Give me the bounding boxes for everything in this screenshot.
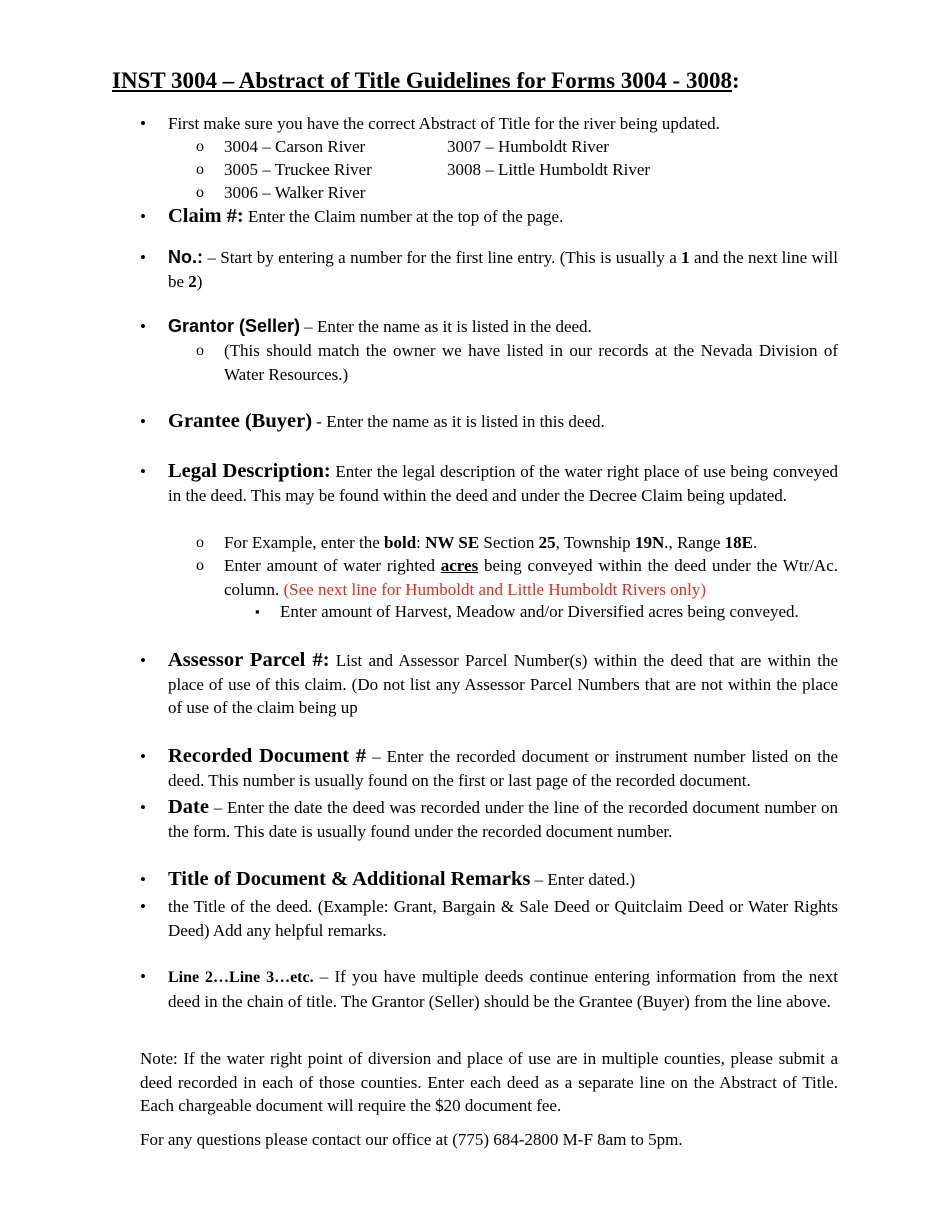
example-text-6: . [753, 533, 758, 552]
date-label: Date [168, 796, 209, 818]
assessor-text: List and Assessor Parcel Number(s) within the deed that are within the place of use of this claim. (Do not list any Assessor Parcel Numbers that are not within the place of use of the claim being up [168, 651, 838, 717]
harvest-text: Enter amount of Harvest, Meadow and/or Diversified acres being conveyed. [280, 602, 799, 621]
number-one: 1 [681, 248, 690, 267]
titledoc-text: – Enter dated.) [530, 870, 636, 889]
number-text-3: ) [196, 271, 203, 291]
titledoc-item [140, 868, 838, 892]
bullet-glyph: • [140, 747, 146, 766]
river-3005: 3005 – Truckee River [224, 160, 372, 179]
legal-item [140, 460, 838, 507]
example-range: 18E [724, 533, 753, 552]
circle-glyph: o [196, 161, 204, 178]
recorded-text: – Enter the recorded document or instrument number listed on the deed. This number is usually found on the first or last page of the recorded document. [168, 747, 838, 790]
example-text-5: ., Range [664, 533, 725, 552]
number-text-1: – Start by entering a number for the first line entry. (This is usually a [203, 248, 682, 267]
river-row-2 [196, 158, 838, 182]
recorded-item [140, 745, 838, 792]
bullet-glyph: • [140, 967, 146, 986]
acres-text-2: being conveyed within the deed under the Wtr/Ac. column. [224, 556, 838, 599]
bullet-glyph: • [140, 870, 146, 889]
claim-text: Enter the Claim number at the top of the page. [243, 207, 564, 226]
square-glyph: ▪ [255, 604, 260, 619]
lines-item [140, 965, 839, 1013]
bullet-glyph: • [140, 248, 146, 267]
claim-label: Claim #: [168, 205, 244, 227]
bullet-glyph: • [140, 462, 146, 481]
river-row-1 [196, 135, 838, 159]
date-item [140, 796, 838, 843]
bullet-glyph: • [140, 798, 146, 817]
number-item [140, 246, 838, 293]
river-3007: 3007 – Humboldt River [447, 137, 609, 156]
recorded-label: Recorded Document # [168, 745, 367, 767]
bullet-glyph: • [140, 114, 146, 133]
bullet-glyph: • [140, 317, 146, 336]
grantor-sub-text: (This should match the owner we have listed in our records at the Nevada Division of Water Resources.) [224, 341, 838, 384]
legal-harvest [255, 600, 840, 624]
number-two: 2 [188, 271, 197, 291]
page-title-colon: : [731, 68, 740, 93]
example-nwse: NW SE [425, 533, 480, 552]
contact-paragraph: For any questions please contact our office at (775) 684-2800 M-F 8am to 5pm. [140, 1130, 683, 1149]
titledoc-line2 [140, 895, 838, 942]
circle-glyph: o [196, 534, 204, 551]
number-label: No.: [168, 247, 203, 267]
note-paragraph: Note: If the water right point of diversion and place of use are in multiple counties, please submit a deed recorded in each of those counties. Enter each deed as a separate line on the Abstract of Title. Each chargeable document will require the $20 document fee. [140, 1049, 838, 1115]
acres-word: acres [440, 556, 479, 575]
grantee-label: Grantee (Buyer) [168, 410, 313, 432]
legal-text: Enter the legal description of the water right place of use being conveyed in the deed. This may be found within the deed and under the Decree Claim being updated. [168, 462, 838, 505]
intro-text: First make sure you have the correct Abstract of Title for the river being updated. [168, 114, 720, 133]
grantor-item [140, 315, 838, 339]
circle-glyph: o [196, 184, 204, 201]
example-township: 19N [634, 533, 665, 552]
bullet-glyph: • [140, 897, 146, 916]
grantee-item [140, 410, 838, 434]
grantee-text: - Enter the name as it is listed in this deed. [312, 412, 605, 431]
acres-text-1: Enter amount of water righted [224, 556, 441, 575]
grantor-label: Grantor (Seller) [168, 316, 301, 336]
bullet-glyph: • [140, 207, 146, 226]
legal-label: Legal Description: [168, 460, 331, 482]
legal-example [196, 531, 838, 555]
lines-label: Line 2…Line 3…etc. [168, 969, 314, 986]
example-bold: bold [384, 533, 417, 552]
claim-item [140, 205, 838, 229]
intro-item [140, 112, 838, 136]
example-text-4: , Township [555, 533, 635, 552]
bullet-glyph: • [140, 651, 146, 670]
page-title-text: INST 3004 – Abstract of Title Guidelines for Forms 3004 - 3008 [112, 68, 732, 93]
grantor-sub [196, 339, 838, 386]
example-text-2: : [416, 533, 426, 552]
example-text-1: For Example, enter the [224, 533, 385, 552]
river-3008: 3008 – Little Humboldt River [447, 160, 651, 179]
river-3004: 3004 – Carson River [224, 137, 366, 156]
circle-glyph: o [196, 557, 204, 574]
assessor-item [140, 649, 838, 720]
circle-glyph: o [196, 342, 204, 359]
river-3006: 3006 – Walker River [224, 183, 366, 202]
number-text-2: and the next line will be [168, 248, 838, 291]
titledoc-label: Title of Document & Additional Remarks [168, 868, 531, 890]
page-title [112, 66, 740, 96]
example-section: 25 [538, 533, 556, 552]
date-text: – Enter the date the deed was recorded under the line of the recorded document number on the form. This date is usually found under the recorded document number. [168, 798, 838, 841]
bullet-glyph: • [140, 412, 146, 431]
legal-acres [196, 554, 838, 601]
titledoc-line2-text: the Title of the deed. (Example: Grant, Bargain & Sale Deed or Quitclaim Deed or Water Rights Deed) Add any helpful remarks. [168, 897, 838, 940]
circle-glyph: o [196, 138, 204, 155]
grantor-text: – Enter the name as it is listed in the deed. [300, 317, 592, 336]
lines-text: – If you have multiple deeds continue entering information from the next deed in the chain of title. The Grantor (Seller) should be the Grantee (Buyer) from the line above. [168, 967, 839, 1011]
assessor-label: Assessor Parcel #: [168, 649, 330, 671]
acres-red-note: (See next line for Humboldt and Little Humboldt Rivers only) [283, 579, 707, 599]
river-row-3 [196, 181, 838, 205]
example-text-3: Section [479, 533, 539, 552]
